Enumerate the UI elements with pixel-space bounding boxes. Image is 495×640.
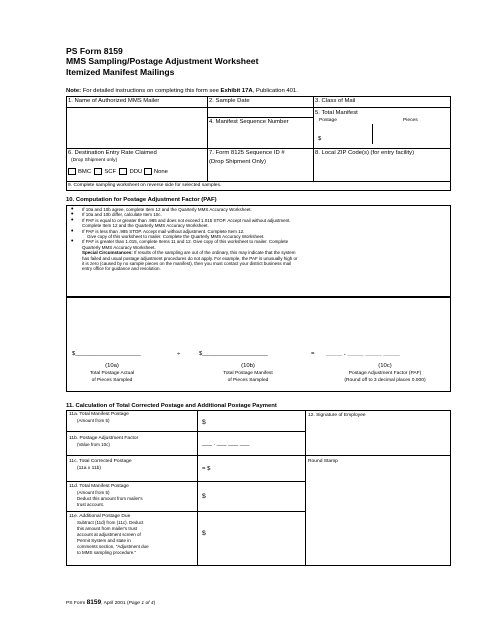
formula-10c-line2: (Round off to 3 decimal places 0.000) [344, 378, 426, 383]
top-table [66, 96, 451, 191]
footer-page: Page 1 of 4 [128, 601, 154, 606]
row-11d-sub-1: (Amount from 5) [77, 490, 110, 495]
total-manifest-postage-dollar: $ [318, 136, 322, 142]
row-11c-label: 11c. Total Corrected Postage [69, 459, 132, 464]
bmc-label: BMC [78, 169, 92, 176]
formula-10b-code: (10b) [241, 363, 255, 369]
note-text-before: For detailed instructions on completing this form see [81, 88, 221, 94]
equals-sign: = [311, 351, 315, 357]
instruction-1: • If 10a and 10b agree, complete Item 12 and the Quarterly MMS Accuracy Worksheet. [69, 207, 447, 212]
paf-instructions [69, 207, 447, 272]
footer-date: , April 2001 ( [101, 601, 129, 606]
row-11a-value[interactable]: $ [202, 419, 206, 426]
row-11c-value[interactable]: = $ [202, 466, 211, 472]
field-form-8125-id[interactable]: 7. Form 8125 Sequence ID # [209, 150, 285, 156]
row-11e-sub-4: Permit System and state in [77, 538, 131, 543]
field-class-of-mail[interactable]: 3. Class of Mail [315, 98, 356, 104]
footer-form-number: 8159 [86, 599, 102, 606]
scf-checkbox[interactable] [94, 168, 102, 175]
none-checkbox[interactable] [144, 168, 152, 175]
instruction-5: • If PAF is greater than 1.015, complete Items 11 and 12. Give copy of this worksheet to mailer. Complete Quarterly MMS Accuracy Worksheet. Special Circumstances: If results of the sampling are out of the ordinary, this may indicate that the system has failed and usual postage adjustment procedures do not apply. For example, the PAF is unusually high or it is zero (caused by no sample pieces on the manifest), then you must contact your district business mail entry office for guidance and resolution. [69, 239, 447, 271]
formula-10a-code: (10a) [105, 363, 119, 369]
row-11d-sub-3: trust account. [77, 502, 105, 507]
form-number: PS Form 8159 [66, 46, 123, 56]
form-subtitle: Itemized Manifest Mailings [66, 67, 175, 77]
row-11e-sub-6: to MMS sampling procedure." [77, 550, 137, 555]
blank-10b[interactable]: $____________________ [199, 351, 268, 357]
destination-entry-sub: (Drop Shipment only) [71, 158, 118, 163]
field-destination-entry: 6. Destination Entry Rate Claimed [68, 150, 157, 156]
row-11d-sub-2: Deduct this amount from mailer's [77, 496, 143, 501]
row-11e-sub-1: Subtract (11d) from (11c). Deduct [77, 520, 144, 525]
field-sample-date[interactable]: 2. Sample Date [209, 98, 250, 104]
formula-10a-line1: Total Postage Actual [89, 371, 135, 376]
total-manifest-postage-label: Postage [319, 118, 337, 123]
formula-10c-line1: Postage Adjustment Factor (PAF) [348, 371, 422, 376]
none-label: None [153, 169, 168, 176]
formula-10b-line2: of Pieces Sampled [227, 378, 269, 383]
footer-close: ) [153, 601, 156, 606]
row-11a-sub: (Amount from 5) [77, 418, 110, 423]
ddu-label: DDU [129, 169, 143, 176]
row-11d-label: 11d. Total Manifest Postage [69, 484, 129, 489]
round-stamp-area: Round Stamp [308, 459, 338, 464]
ddu-checkbox[interactable] [119, 168, 127, 175]
form-8125-sub: (Drop Shipment Only) [209, 159, 266, 165]
section-10-heading: 10. Computation for Postage Adjustment Factor (PAF) [66, 197, 217, 203]
footer-form: PS Form [66, 601, 87, 606]
instruction-3: • If PAF is equal to or greater than .985 and does not exceed 1.015 STOP. Accept mail without adjustment. Complete Item 12 and the Quarterly MMS Accuracy Worksheet. [69, 218, 447, 229]
blank-10c[interactable]: _____ . _____ _____ _____ [326, 351, 400, 357]
field-mailer-name[interactable]: 1. Name of Authorized MMS Mailer [68, 98, 160, 104]
total-manifest-pieces-label: Pieces [403, 118, 418, 123]
row-11e-sub-3: account at adjustment screen of [77, 532, 141, 537]
formula-10b-line1: Total Postage Manifest [223, 371, 273, 376]
field-local-zip[interactable]: 8. Local ZIP Code(s) (for entry facility) [315, 150, 415, 156]
section-11-heading: 11. Calculation of Total Corrected Postage and Additional Postage Payment [66, 403, 277, 409]
row-11b-sub: (Value from 10c) [77, 442, 110, 447]
destination-checkbox-row [68, 168, 168, 176]
row-11d-value[interactable]: $ [202, 493, 206, 500]
row-11a-label: 11a. Total Manifest Postage [69, 412, 129, 417]
row-11e-label: 11e. Additional Postage Due [69, 514, 131, 519]
divide-sign: ÷ [177, 351, 181, 357]
field-manifest-sequence[interactable]: 4. Manifest Sequence Number [209, 119, 289, 125]
form-title: MMS Sampling/Postage Adjustment Worksheet [66, 56, 259, 66]
complete-sampling-note: 9. Complete sampling worksheet on reverse side for selected samples. [68, 183, 222, 188]
note-label: Note: [66, 88, 82, 94]
note-text-after: , Publication 401. [252, 88, 298, 94]
manifest-divider [372, 124, 373, 144]
row-11b-value[interactable]: ___ . ___ ___ ___ [202, 441, 250, 447]
bmc-checkbox[interactable] [68, 168, 76, 175]
formula-10c-code: (10c) [378, 363, 392, 369]
note-exhibit: Exhibit 17A [220, 88, 253, 94]
instruction-4: • If PAF is less than .985 STOP. Accept mail without adjustment. Complete Item 12. Give copy of this worksheet to mailer. Complete the Quarterly MMS Accuracy Worksheet. [69, 229, 447, 240]
row-11b-label: 11b. Postage Adjustment Factor [69, 436, 139, 441]
row-11e-value[interactable]: $ [202, 530, 206, 537]
scf-label: SCF [104, 169, 117, 176]
formula-10a-line2: of Pieces Sampled [91, 378, 133, 383]
footer [66, 600, 155, 607]
instruction-2: • If 10a and 10b differ, calculate Item 10c. [69, 212, 447, 217]
field-total-manifest[interactable]: 5. Total Manifest [315, 110, 358, 116]
note-line [66, 88, 298, 95]
row-11e-sub-5: comments section, "Adjustment due [77, 544, 149, 549]
row-11c-sub: (11a x 11b) [77, 466, 102, 471]
signature-of-employee[interactable]: 12. Signature of Employee [308, 413, 366, 418]
row-11e-sub-2: this amount from mailer's trust [77, 526, 138, 531]
blank-10a[interactable]: $____________________ [72, 351, 141, 357]
special-circumstances-label: Special Circumstances: [82, 250, 133, 256]
